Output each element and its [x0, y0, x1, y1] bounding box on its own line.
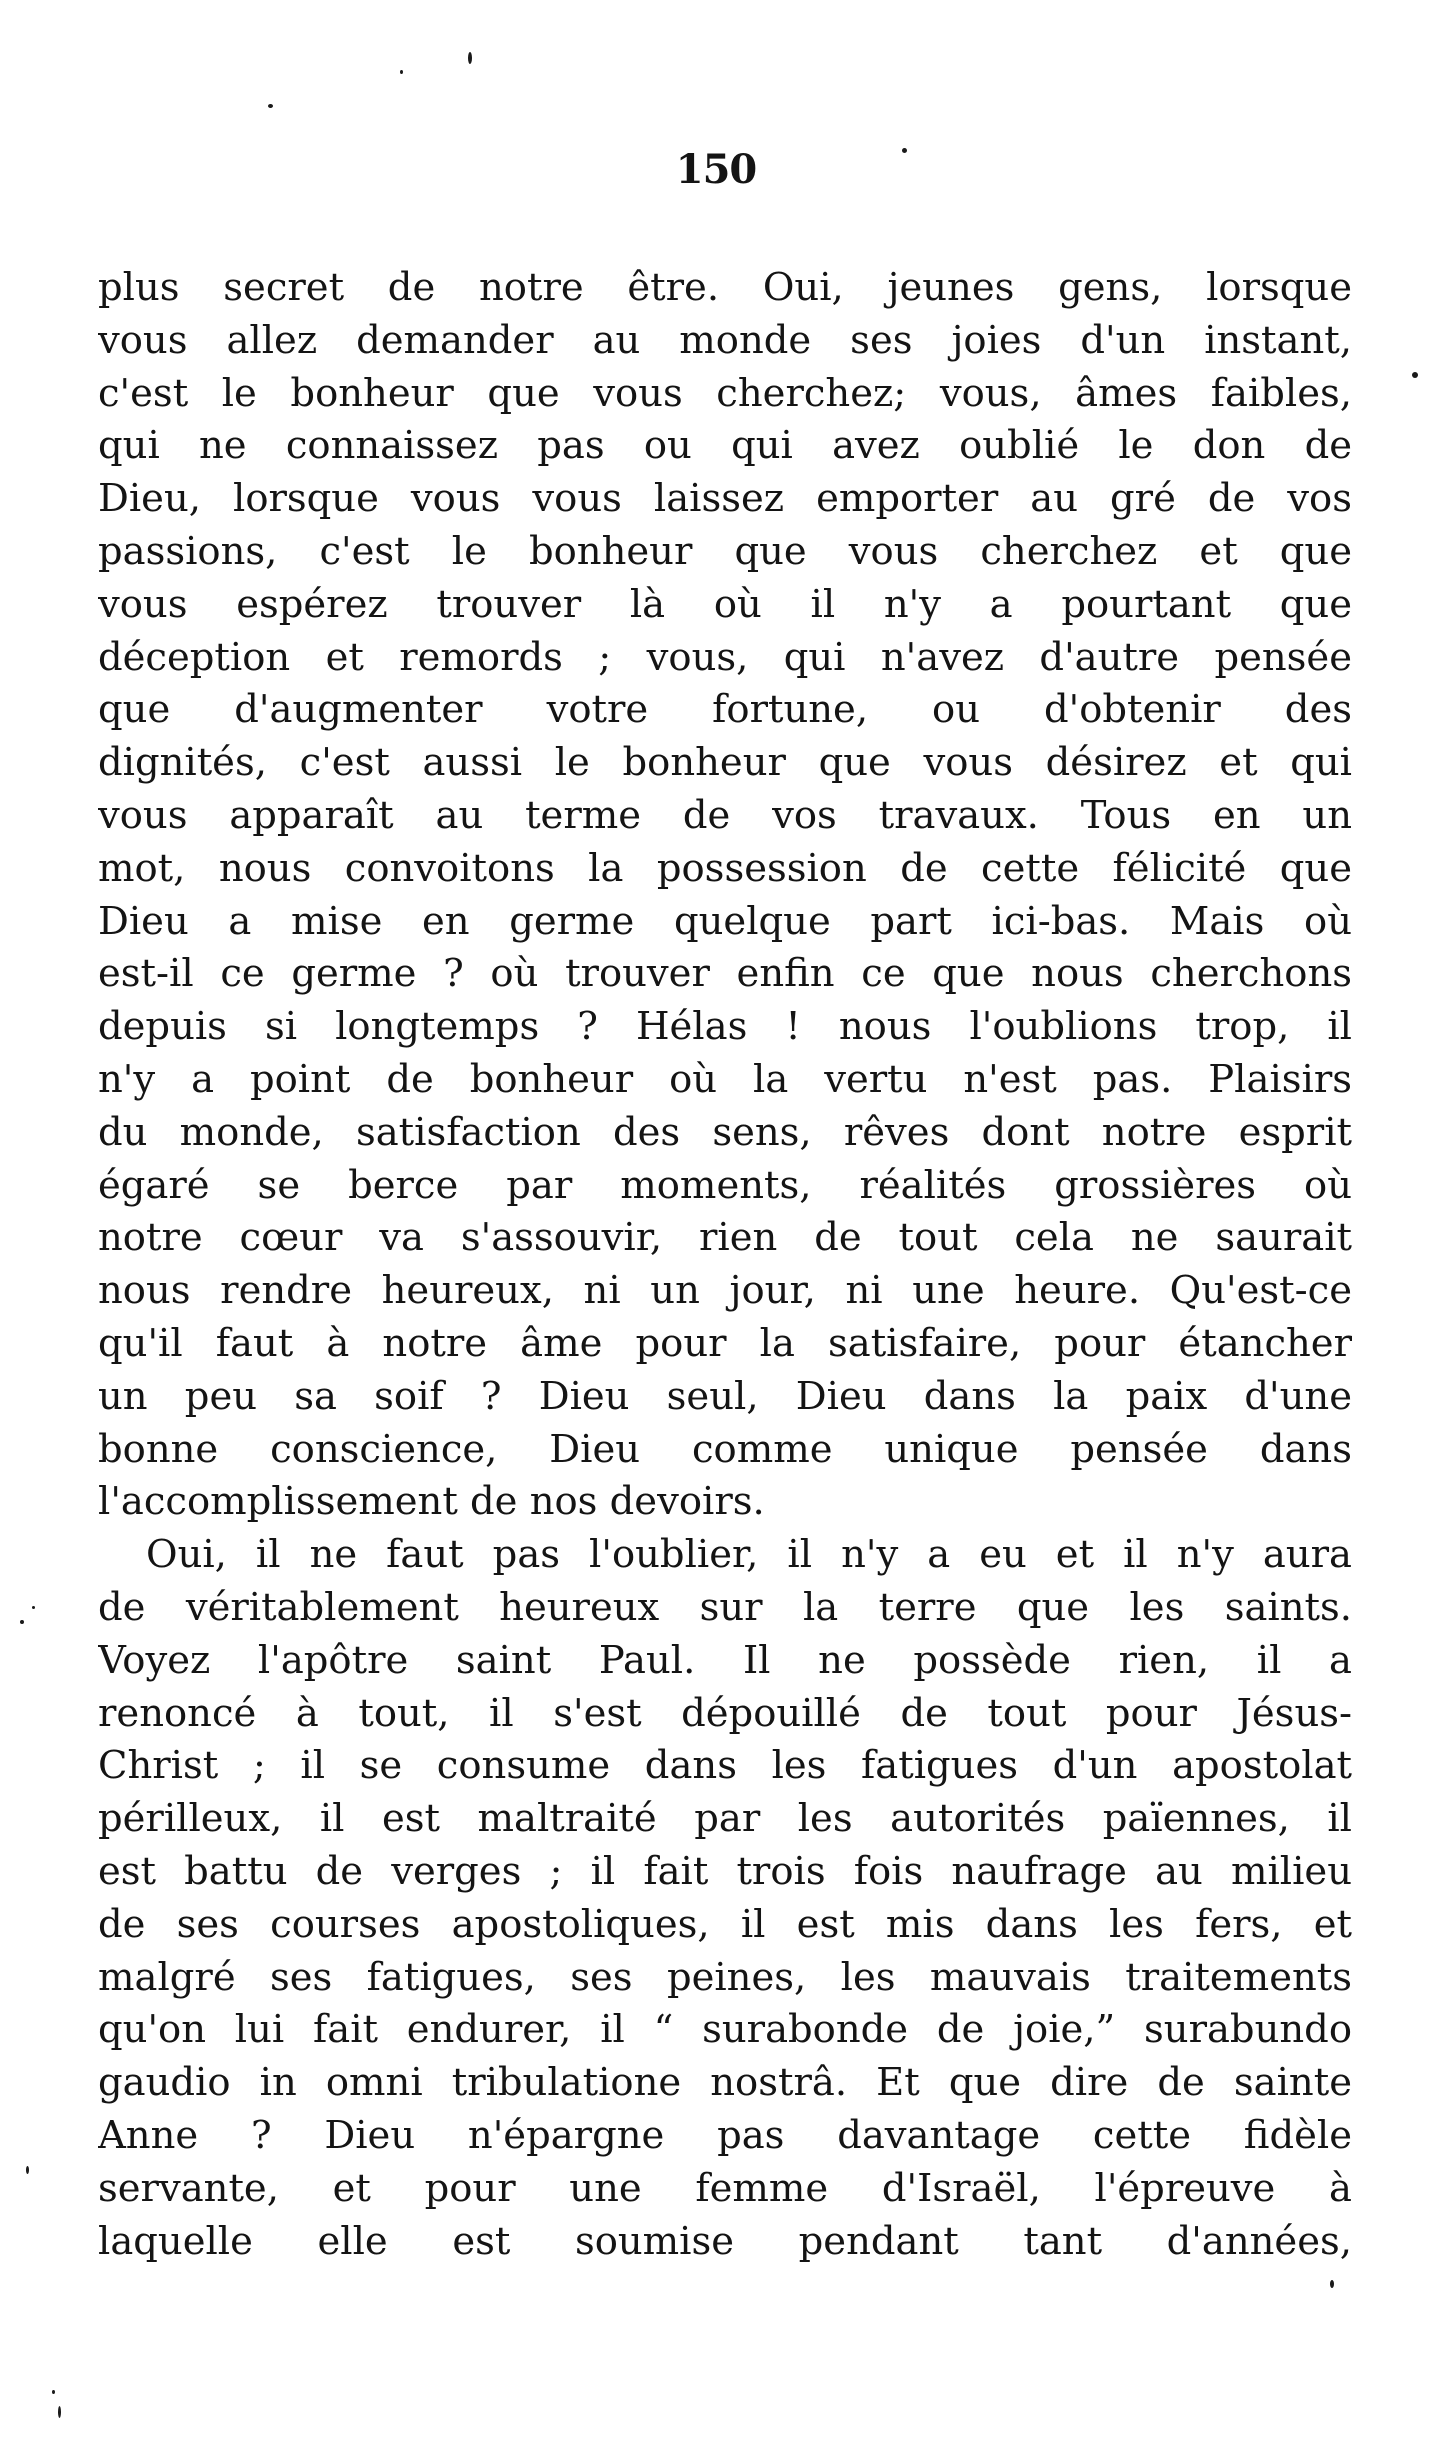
text-line: est battu de verges ; il fait trois fois naufrage au milieu: [98, 1849, 1352, 1894]
text-line: notre cœur va s'assouvir, rien de tout cela ne saurait: [98, 1215, 1352, 1261]
text-line: bonne conscience, Dieu comme unique pensée dans: [98, 1426, 1352, 1472]
text-line: mot, nous convoitons la possession de cette félicité que: [98, 845, 1352, 891]
text-line: un peu sa soif ? Dieu seul, Dieu dans la paix d'une: [98, 1373, 1352, 1419]
text-line-paragraph-start: Oui, il ne faut pas l'oublier, il n'y a eu et il n'y aura: [146, 1532, 1352, 1578]
text-line: de ses courses apostoliques, il est mis dans les fers, et: [98, 1901, 1352, 1947]
text-line: Anne ? Dieu n'épargne pas davantage cette fidèle: [98, 2113, 1352, 2158]
text-line: du monde, satisfaction des sens, rêves dont notre esprit: [98, 1109, 1352, 1155]
text-line: de véritablement heureux sur la terre que les saints.: [98, 1585, 1352, 1630]
text-line: est-il ce germe ? où trouver enfin ce que nous cherchons: [98, 951, 1352, 997]
text-line: depuis si longtemps ? Hélas ! nous l'oublions trop, il: [98, 1004, 1352, 1050]
text-line: périlleux, il est maltraité par les autorités païennes, il: [98, 1796, 1352, 1842]
text-line: c'est le bonheur que vous cherchez; vous, âmes faibles,: [98, 370, 1352, 416]
scan-speck: [1412, 372, 1418, 378]
text-line: renoncé à tout, il s'est dépouillé de tout pour Jésus-: [98, 1690, 1352, 1736]
text-line: Dieu, lorsque vous vous laissez emporter au gré de vos: [98, 476, 1352, 522]
text-line: qu'on lui fait endurer, il “ surabonde de joie,” surabundo: [98, 2007, 1352, 2053]
text-line: vous apparaît au terme de vos travaux. Tous en un: [98, 793, 1352, 838]
text-line: passions, c'est le bonheur que vous cherchez et que: [98, 529, 1352, 574]
scan-speck: [400, 70, 403, 74]
text-line: qui ne connaissez pas ou qui avez oublié le don de: [98, 423, 1352, 469]
text-line: malgré ses fatigues, ses peines, les mauvais traitements: [98, 1954, 1352, 2000]
text-line: que d'augmenter votre fortune, ou d'obtenir des: [98, 687, 1352, 733]
text-line: Dieu a mise en germe quelque part ici-bas. Mais où: [98, 898, 1352, 944]
scan-speck: [20, 1620, 24, 1624]
scan-speck: [52, 2390, 55, 2394]
text-line: qu'il faut à notre âme pour la satisfaire, pour étancher: [98, 1321, 1352, 1366]
scan-speck: [58, 2406, 61, 2418]
text-line: vous espérez trouver là où il n'y a pourtant que: [98, 581, 1352, 627]
text-line: Voyez l'apôtre saint Paul. Il ne possède rien, il a: [98, 1637, 1352, 1683]
text-line: servante, et pour une femme d'Israël, l'épreuve à: [98, 2165, 1352, 2211]
scan-speck: [902, 148, 907, 153]
text-line: l'accomplissement de nos devoirs.: [98, 1479, 765, 1525]
text-line: n'y a point de bonheur où la vertu n'est pas. Plaisirs: [98, 1057, 1352, 1102]
text-line: gaudio in omni tribulatione nostrâ. Et que dire de sainte: [98, 2060, 1352, 2106]
scan-speck: [268, 104, 273, 108]
scan-speck: [1330, 2280, 1334, 2288]
scan-speck: [26, 2166, 29, 2174]
scan-speck: [468, 52, 472, 64]
text-line: Christ ; il se consume dans les fatigues d'un apostolat: [98, 1743, 1352, 1789]
text-line: laquelle elle est soumise pendant tant d'années,: [98, 2218, 1352, 2264]
text-line: égaré se berce par moments, réalités grossières où: [98, 1162, 1352, 1208]
text-line: déception et remords ; vous, qui n'avez d'autre pensée: [98, 634, 1352, 680]
text-line: vous allez demander au monde ses joies d'un instant,: [98, 317, 1352, 363]
text-line: dignités, c'est aussi le bonheur que vous désirez et qui: [98, 740, 1352, 786]
scan-speck: [32, 1606, 35, 1609]
page-number: 150: [675, 146, 757, 193]
text-line: nous rendre heureux, ni un jour, ni une heure. Qu'est-ce: [98, 1268, 1352, 1314]
text-line: plus secret de notre être. Oui, jeunes gens, lorsque: [98, 265, 1352, 310]
